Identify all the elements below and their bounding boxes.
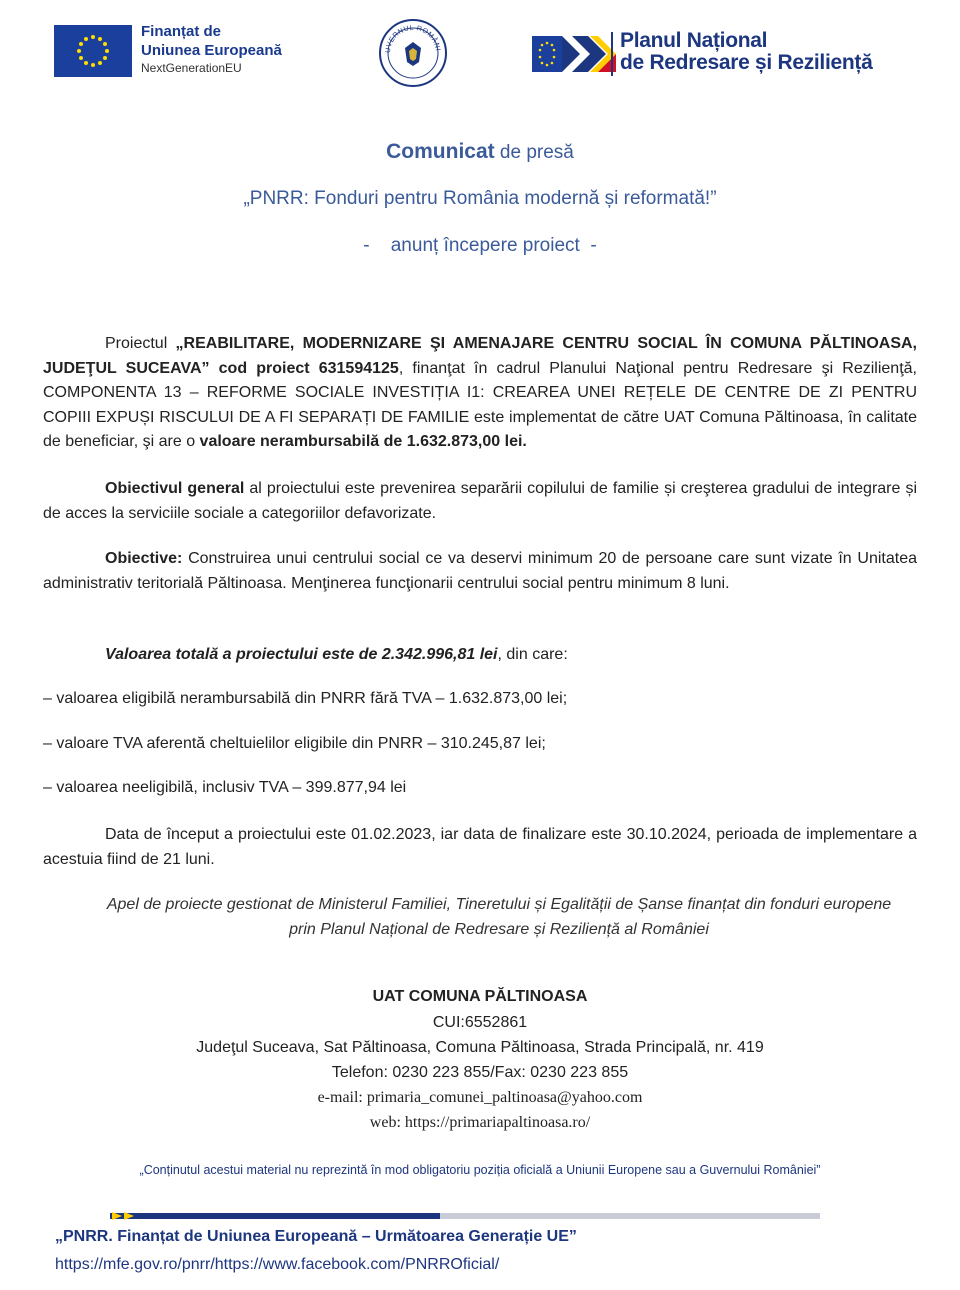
list-item: – valoarea neeligibilă, inclusiv TVA – 399.877,94 lei — [43, 779, 407, 796]
pnrr-label — [620, 30, 873, 74]
timeline-paragraph: Data de început a proiectului este 01.02.2023, iar data de finalizare este 30.10.2024, perioada de implementare a acestuia fiind de 21 luni. — [43, 826, 917, 868]
contact-address: Judeţul Suceava, Sat Păltinoasa, Comuna Păltinoasa, Strada Principală, nr. 419 — [196, 1039, 764, 1056]
eu-funding-label — [141, 22, 282, 76]
title-rest: de presă — [494, 142, 574, 163]
eu-flag-logo — [54, 25, 132, 77]
contact-web-line — [0, 1114, 960, 1132]
announcement-subtitle: - anunț începere proiect - — [363, 235, 597, 256]
eu-label-line1: Finanțat de — [141, 23, 222, 40]
page-title — [0, 140, 960, 164]
objectives-label: Obiective: — [105, 550, 183, 567]
total-value-emphasis: Valoarea totală a proiectului este de 2.342.996,81 lei — [105, 646, 498, 663]
eu-label-line2: Uniunea Europeană — [141, 42, 282, 59]
email-label: e-mail: — [317, 1089, 367, 1106]
disclaimer: „Conținutul acestui material nu reprezintă în mod obligatoriu poziția oficială a Uniunii Europene sau a Guvernului României” — [139, 1163, 821, 1177]
general-objective-text: al proiectului este prevenirea separării copilului de familie și creşterea gradului de integrare și de acces la serviciile sociale a categoriilor defavorizate. — [43, 480, 917, 522]
p1-middle: , finanţat în cadrul Planului Naţional pentru Redresare şi Rezilienţă, COMPONENTA 13 – REFORME SOCIALE INVESTIȚIA I1: CREAREA UNEI REȚELE DE CENTRE DE ZI PENTRU COPIII EXPUȘI RISCULUI DE A FI SEPARAȚI DE FAMILIE este implementat de către UAT Comuna Păltinoasa, în calitate de beneficiar, şi are o — [43, 359, 917, 450]
romania-coat-of-arms-icon — [378, 18, 448, 88]
web-link[interactable]: https://primariapaltinoasa.ro/ — [404, 1114, 591, 1131]
list-item: – valoare TVA aferentă cheltuielilor eligibile din PNRR – 310.245,87 lei; — [43, 735, 546, 752]
nonrefundable-value: valoare nerambursabilă de 1.632.873,00 lei. — [199, 433, 527, 450]
total-value-rest: , din care: — [497, 646, 568, 663]
logo-divider — [611, 32, 613, 76]
svg-text:GUVERNUL ROMÂNIEI: UVERNUL ROMÂNI — [384, 24, 441, 54]
general-objective-paragraph — [43, 477, 917, 526]
slogan: „PNRR: Fonduri pentru România modernă și reformată!” — [243, 188, 717, 209]
footer-links[interactable]: https://mfe.gov.ro/pnrr/https://www.facebook.com/PNRROficial/ — [55, 1256, 500, 1273]
pnrr-label-line1: Planul Național — [620, 29, 768, 52]
list-item: – valoarea eligibilă nerambursabilă din PNRR fără TVA – 1.632.873,00 lei; — [43, 690, 568, 707]
pnrr-arrows-icon — [532, 30, 616, 78]
p1-lead: Proiectul — [105, 335, 176, 352]
objectives-paragraph — [43, 547, 917, 596]
contact-name: UAT COMUNA PĂLTINOASA — [372, 988, 588, 1005]
eu-label-line3: NextGenerationEU — [141, 61, 242, 75]
contact-cui: CUI:6552861 — [432, 1014, 528, 1031]
footer-divider-bar — [110, 1207, 820, 1215]
objectives-text: Construirea unui centrului social ce va deservi minimum 20 de persoane care sunt vizate în Unitatea administrativ teritorială Păltinoasa. Menţinerea funcţionarii centrului social pentru minimum 8 luni. — [43, 550, 917, 592]
pnrr-label-line2: de Redresare și Reziliență — [620, 51, 873, 74]
government-seal-logo — [378, 18, 448, 88]
project-description-paragraph — [43, 332, 917, 455]
project-name: „REABILITARE, MODERNIZARE ŞI AMENAJARE CENTRU SOCIAL ÎN COMUNA PĂLTINOASA, JUDEŢUL SUCEAVA” cod proiect 631594125 — [43, 335, 917, 377]
email-link[interactable]: primaria_comunei_paltinoasa@yahoo.com — [366, 1089, 643, 1106]
total-value-paragraph — [43, 643, 917, 668]
contact-phone: Telefon: 0230 223 855/Fax: 0230 223 855 — [331, 1064, 629, 1081]
pnrr-flag-logo — [532, 30, 616, 78]
contact-email-line — [0, 1089, 960, 1107]
footer-arrow-bar-icon — [110, 1212, 820, 1220]
call-for-projects-note: Apel de proiecte gestionat de Ministerul Familiei, Tineretului și Egalității de Șanse finanțat din fonduri europene prin Planul Național de Redresare și Reziliență al României — [106, 896, 892, 938]
footer-title: „PNRR. Finanțat de Uniunea Europeană – Următoarea Generație UE” — [55, 1228, 577, 1245]
web-label: web: — [369, 1114, 405, 1131]
eu-stars-icon — [54, 25, 132, 77]
general-objective-label: Obiectivul general — [105, 480, 245, 497]
title-bold: Comunicat — [386, 140, 495, 163]
